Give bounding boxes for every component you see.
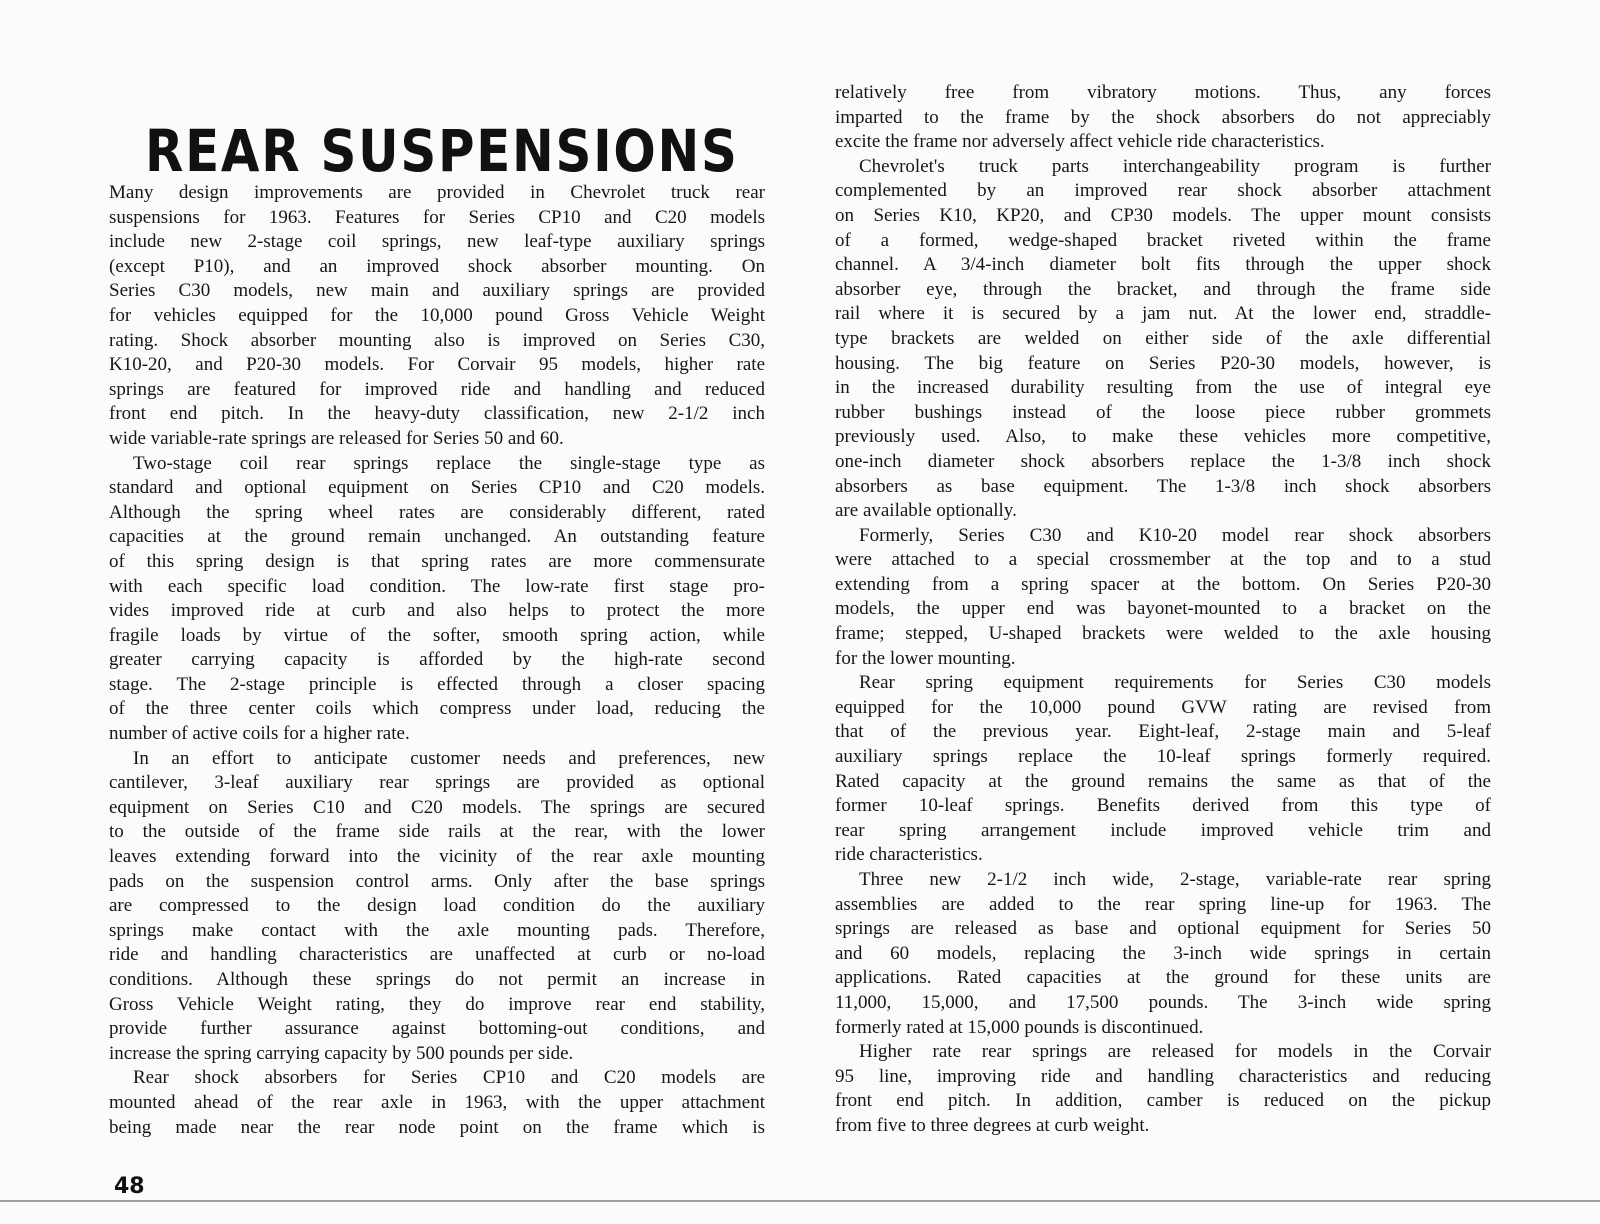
text-line: with each specific load condition. The low-rate first stage pro- (109, 575, 765, 597)
text-line: are compressed to the design load condition do the auxiliary (109, 895, 765, 917)
text-line: mounted ahead of the rear axle in 1963, with the upper attachment (109, 1091, 765, 1113)
text-line: front end pitch. In addition, camber is reduced on the pickup (835, 1090, 1491, 1112)
paragraph (835, 81, 1491, 155)
text-line: of a formed, wedge-shaped bracket riveted within the frame (835, 229, 1491, 251)
text-line: frame; stepped, U-shaped brackets were welded to the axle housing (835, 623, 1491, 645)
paragraph (109, 1066, 765, 1140)
text-line: include new 2-stage coil springs, new leaf-type auxiliary springs (109, 231, 765, 253)
text-line: absorbers as base equipment. The 1-3/8 inch shock absorbers (835, 475, 1491, 497)
text-line: (except P10), and an improved shock absorber mounting. On (109, 255, 765, 277)
text-line: imparted to the frame by the shock absorbers do not appreciably (835, 106, 1491, 128)
text-line: ride characteristics. (835, 844, 983, 866)
text-line: suspensions for 1963. Features for Series CP10 and C20 models (109, 206, 765, 228)
text-line: previously used. Also, to make these vehicles more competitive, (835, 426, 1491, 448)
paragraph (109, 747, 765, 1067)
text-line: and 60 models, replacing the 3-inch wide springs in certain (835, 942, 1491, 964)
text-line: Series C30 models, new main and auxiliary springs are provided (109, 280, 765, 302)
text-line: equipment on Series C10 and C20 models. The springs are secured (109, 796, 765, 818)
text-line: applications. Rated capacities at the ground for these units are (835, 967, 1491, 989)
text-line: front end pitch. In the heavy-duty classification, new 2-1/2 inch (109, 403, 765, 425)
text-line: channel. A 3/4-inch diameter bolt fits through the upper shock (835, 254, 1491, 276)
text-line: springs are featured for improved ride and handling and reduced (109, 378, 765, 400)
text-line: Gross Vehicle Weight rating, they do improve rear end stability, (109, 993, 765, 1015)
text-line: stage. The 2-stage principle is effected through a closer spacing (109, 673, 765, 695)
text-line: auxiliary springs replace the 10-leaf springs formerly required. (835, 746, 1491, 768)
text-line: springs are released as base and optional equipment for Series 50 (835, 918, 1491, 940)
text-line: type brackets are welded on either side of the axle differential (835, 327, 1491, 349)
text-line: rubber bushings instead of the loose piece rubber grommets (835, 401, 1491, 423)
text-line: rating. Shock absorber mounting also is improved on Series C30, (109, 329, 765, 351)
text-line: 95 line, improving ride and handling characteristics and reducing (835, 1065, 1491, 1087)
text-line: ride and handling characteristics are unaffected at curb or no-load (109, 944, 765, 966)
text-line: being made near the rear node point on the frame which is (109, 1116, 765, 1138)
paragraph (835, 524, 1491, 672)
text-line: were attached to a special crossmember at the top and to a stud (835, 549, 1491, 571)
text-line: springs make contact with the axle mounting pads. Therefore, (109, 919, 765, 941)
text-line: number of active coils for a higher rate. (109, 723, 410, 745)
text-line: from five to three degrees at curb weight. (835, 1114, 1150, 1136)
text-line: former 10-leaf springs. Benefits derived from this type of (835, 795, 1491, 817)
text-line: cantilever, 3-leaf auxiliary rear springs are provided as optional (109, 772, 765, 794)
text-line: absorber eye, through the bracket, and through the frame side (835, 278, 1491, 300)
text-line: Rear shock absorbers for Series CP10 and C20 models are (133, 1067, 765, 1089)
text-line: Two-stage coil rear springs replace the single-stage type as (133, 452, 765, 474)
text-line: are available optionally. (835, 500, 1017, 522)
text-line: K10-20, and P20-30 models. For Corvair 95 models, higher rate (109, 354, 765, 376)
text-line: vides improved ride at curb and also helps to protect the more (109, 600, 765, 622)
text-line: rail where it is secured by a jam nut. At the lower end, straddle- (835, 303, 1491, 325)
left-column (109, 181, 765, 1140)
text-line: of the three center coils which compress under load, reducing the (109, 698, 765, 720)
text-line: complemented by an improved rear shock absorber attachment (835, 180, 1491, 202)
right-column (835, 81, 1491, 1139)
text-line: Three new 2-1/2 inch wide, 2-stage, variable-rate rear spring (859, 869, 1491, 890)
text-line: capacities at the ground remain unchanged. An outstanding feature (109, 526, 765, 548)
paragraph (109, 452, 765, 747)
text-line: Formerly, Series C30 and K10-20 model rear shock absorbers (859, 524, 1491, 546)
text-line: provide further assurance against bottoming-out conditions, and (109, 1018, 765, 1040)
text-line: Rear spring equipment requirements for Series C30 models (859, 672, 1491, 694)
text-line: in the increased durability resulting from the use of integral eye (835, 377, 1491, 399)
text-line: extending from a spring spacer at the bottom. On Series P20-30 (835, 573, 1491, 595)
text-line: rear spring arrangement include improved vehicle trim and (835, 819, 1491, 841)
text-line: to the outside of the frame side rails at the rear, with the lower (109, 821, 765, 843)
page-title: REAR SUSPENSIONS (145, 116, 739, 185)
paragraph (835, 1040, 1491, 1138)
text-line: formerly rated at 15,000 pounds is discontinued. (835, 1016, 1204, 1038)
paragraph (835, 868, 1491, 1040)
page-number: 48 (114, 1174, 145, 1199)
text-line: leaves extending forward into the vicinity of the rear axle mounting (109, 846, 765, 868)
paragraph (835, 671, 1491, 868)
paragraph (109, 181, 765, 452)
text-line: In an effort to anticipate customer needs and preferences, new (133, 747, 765, 769)
text-line: pads on the suspension control arms. Only after the base springs (109, 870, 765, 892)
text-line: wide variable-rate springs are released for Series 50 and 60. (109, 427, 564, 449)
text-line: relatively free from vibratory motions. Thus, any forces (835, 82, 1491, 103)
text-line: that of the previous year. Eight-leaf, 2-stage main and 5-leaf (835, 721, 1491, 743)
text-line: equipped for the 10,000 pound GVW rating are revised from (835, 696, 1491, 718)
text-line: excite the frame nor adversely affect vehicle ride characteristics. (835, 131, 1325, 153)
text-line: on Series K10, KP20, and CP30 models. The upper mount consists (835, 204, 1491, 226)
text-line: fragile loads by virtue of the softer, smooth spring action, while (109, 624, 765, 646)
text-line: Chevrolet's truck parts interchangeability program is further (859, 155, 1491, 177)
text-line: Rated capacity at the ground remains the same as that of the (835, 770, 1491, 792)
paragraph (835, 155, 1491, 524)
text-line: increase the spring carrying capacity by 500 pounds per side. (109, 1042, 574, 1064)
text-line: conditions. Although these springs do not permit an increase in (109, 969, 765, 990)
text-line: greater carrying capacity is afforded by the high-rate second (109, 649, 765, 671)
text-line: assemblies are added to the rear spring line-up for 1963. The (835, 893, 1491, 915)
text-line: Although the spring wheel rates are considerably different, rated (109, 501, 765, 523)
text-line: Many design improvements are provided in Chevrolet truck rear (109, 182, 765, 203)
text-line: 11,000, 15,000, and 17,500 pounds. The 3-inch wide spring (835, 991, 1491, 1013)
text-line: housing. The big feature on Series P20-30 models, however, is (835, 352, 1491, 374)
page-edge-divider (0, 1200, 1600, 1202)
text-line: for vehicles equipped for the 10,000 pound Gross Vehicle Weight (109, 304, 765, 326)
text-line: for the lower mounting. (835, 647, 1016, 669)
text-line: of this spring design is that spring rates are more commensurate (109, 550, 765, 572)
text-line: one-inch diameter shock absorbers replace the 1-3/8 inch shock (835, 450, 1491, 472)
text-line: models, the upper end was bayonet-mounted to a bracket on the (835, 598, 1491, 620)
text-line: Higher rate rear springs are released for models in the Corvair (859, 1041, 1491, 1063)
text-line: standard and optional equipment on Series CP10 and C20 models. (109, 477, 765, 499)
